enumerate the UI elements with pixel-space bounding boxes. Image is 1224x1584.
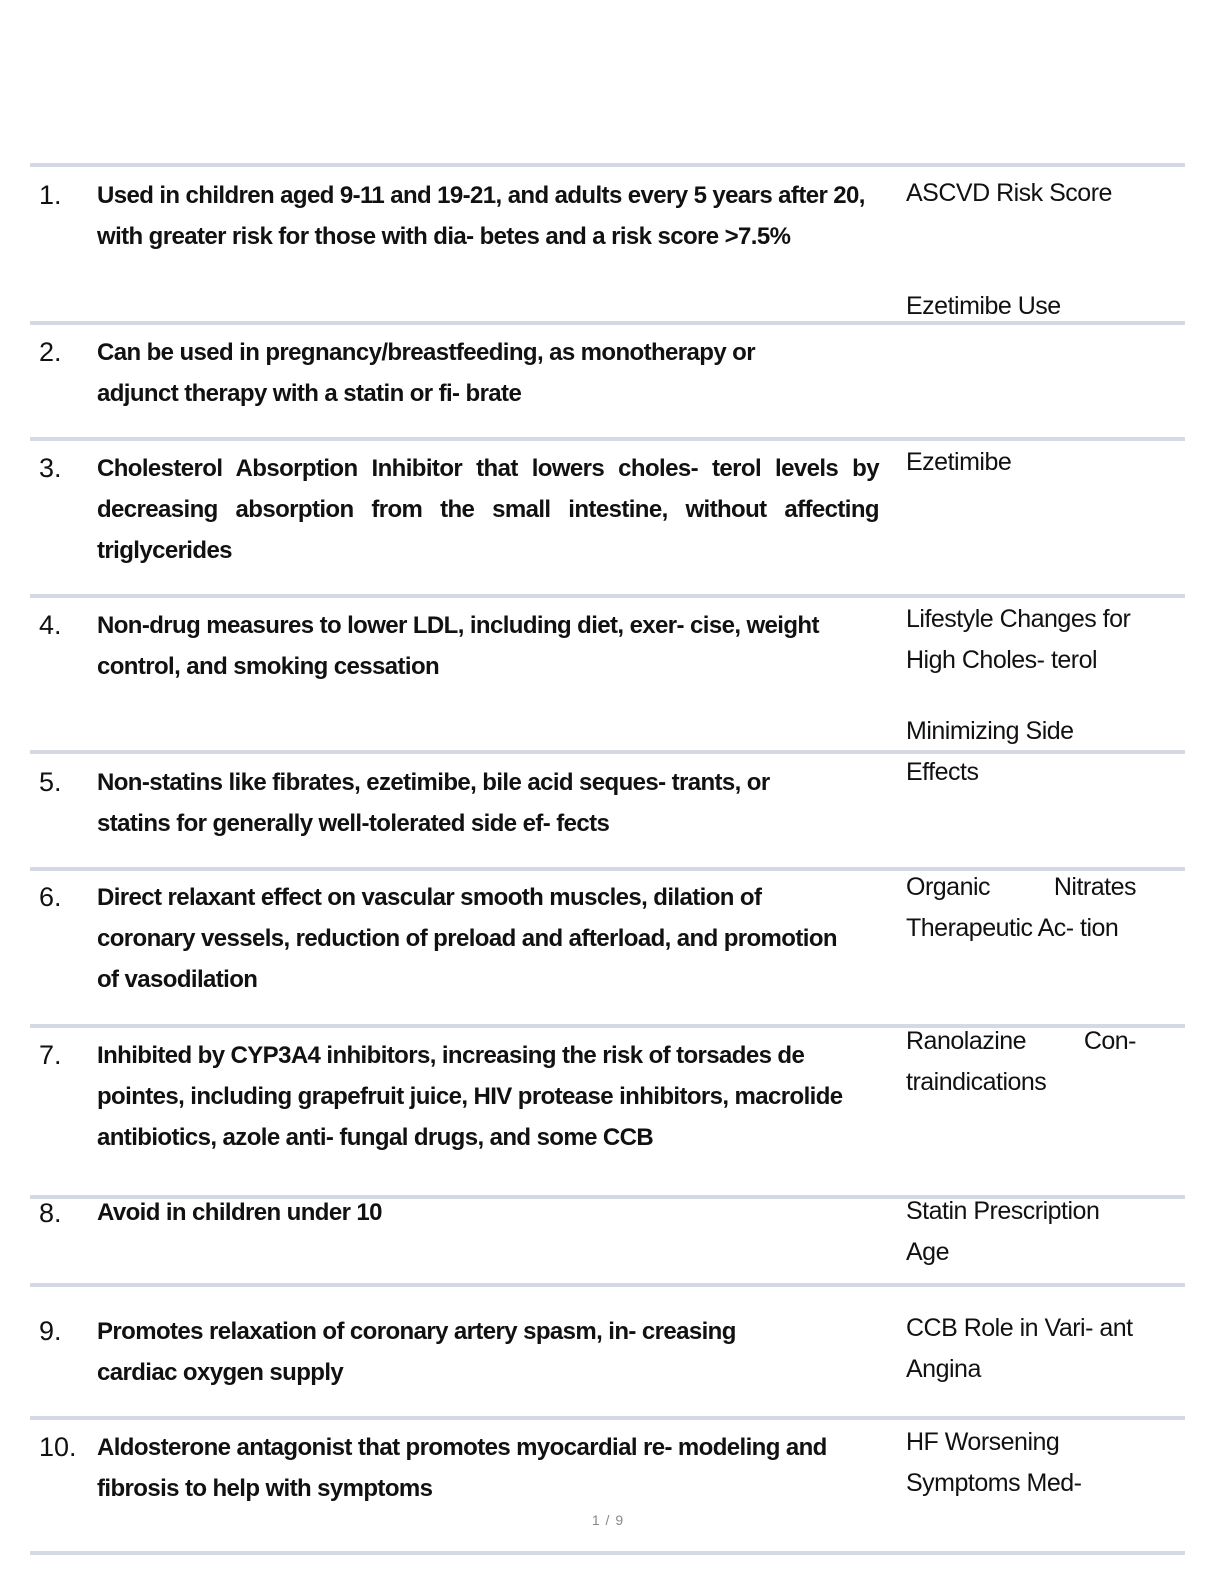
card-number: 4. (39, 610, 62, 640)
card-answer: Ranolazine Con- traindications (906, 1027, 1136, 1096)
separator (30, 1551, 1185, 1555)
card-question: Aldosterone antagonist that promotes myocardial re- modeling and fibrosis to help with symptoms (97, 1434, 827, 1502)
card-number: 10. (39, 1432, 77, 1462)
card-number: 6. (39, 882, 62, 912)
separator (30, 163, 1185, 167)
card-number: 7. (39, 1040, 62, 1070)
card-number: 2. (39, 337, 62, 367)
card-answer: CCB Role in Vari- ant Angina (906, 1314, 1133, 1383)
card-answer: Organic Nitrates Therapeutic Ac- tion (906, 873, 1136, 942)
card-question: Inhibited by CYP3A4 inhibitors, increasing the risk of torsades de pointes, including grapefruit juice, HIV protease inhibitors, macrolide antibiotics, azole anti- fungal drugs, and some CCB (97, 1042, 843, 1151)
card-answer: Ezetimibe Use (906, 292, 1061, 320)
card-answer: Lifestyle Changes for High Choles- terol (906, 605, 1131, 674)
separator (30, 1283, 1185, 1287)
card-question: Non-drug measures to lower LDL, including diet, exer- cise, weight control, and smoking cessation (97, 612, 819, 680)
card-question: Can be used in pregnancy/breastfeeding, as monotherapy or adjunct therapy with a statin or fi- brate (97, 339, 755, 407)
card-answer: Ezetimibe (906, 448, 1012, 476)
card-question: Non-statins like fibrates, ezetimibe, bile acid seques- trants, or statins for generally well-tolerated side ef- fects (97, 769, 770, 837)
page-indicator: 1 / 9 (591, 1512, 625, 1528)
card-number: 9. (39, 1316, 62, 1346)
card-answer: Minimizing Side Effects (906, 717, 1074, 786)
card-question: Used in children aged 9-11 and 19-21, and adults every 5 years after 20, with greater risk for those with dia- betes and a risk score >7.5% (97, 182, 865, 250)
card-answer: ASCVD Risk Score (906, 179, 1112, 207)
card-number: 1. (39, 180, 62, 210)
card-number: 5. (39, 767, 62, 797)
separator (30, 594, 1185, 598)
card-question: Promotes relaxation of coronary artery spasm, in- creasing cardiac oxygen supply (97, 1318, 736, 1386)
card-question: Avoid in children under 10 (97, 1199, 382, 1226)
card-number: 8. (39, 1198, 62, 1228)
separator (30, 437, 1185, 441)
card-question: Cholesterol Absorption Inhibitor that lowers choles- terol levels by decreasing absorption from the small intestine, without affecting triglycerides (97, 455, 879, 564)
card-answer: Statin Prescription Age (906, 1197, 1100, 1266)
separator (30, 1416, 1185, 1420)
card-question: Direct relaxant effect on vascular smooth muscles, dilation of coronary vessels, reduction of preload and afterload, and promotion of vasodilation (97, 884, 837, 993)
card-answer: HF Worsening Symptoms Med- (906, 1428, 1082, 1497)
card-number: 3. (39, 453, 62, 483)
